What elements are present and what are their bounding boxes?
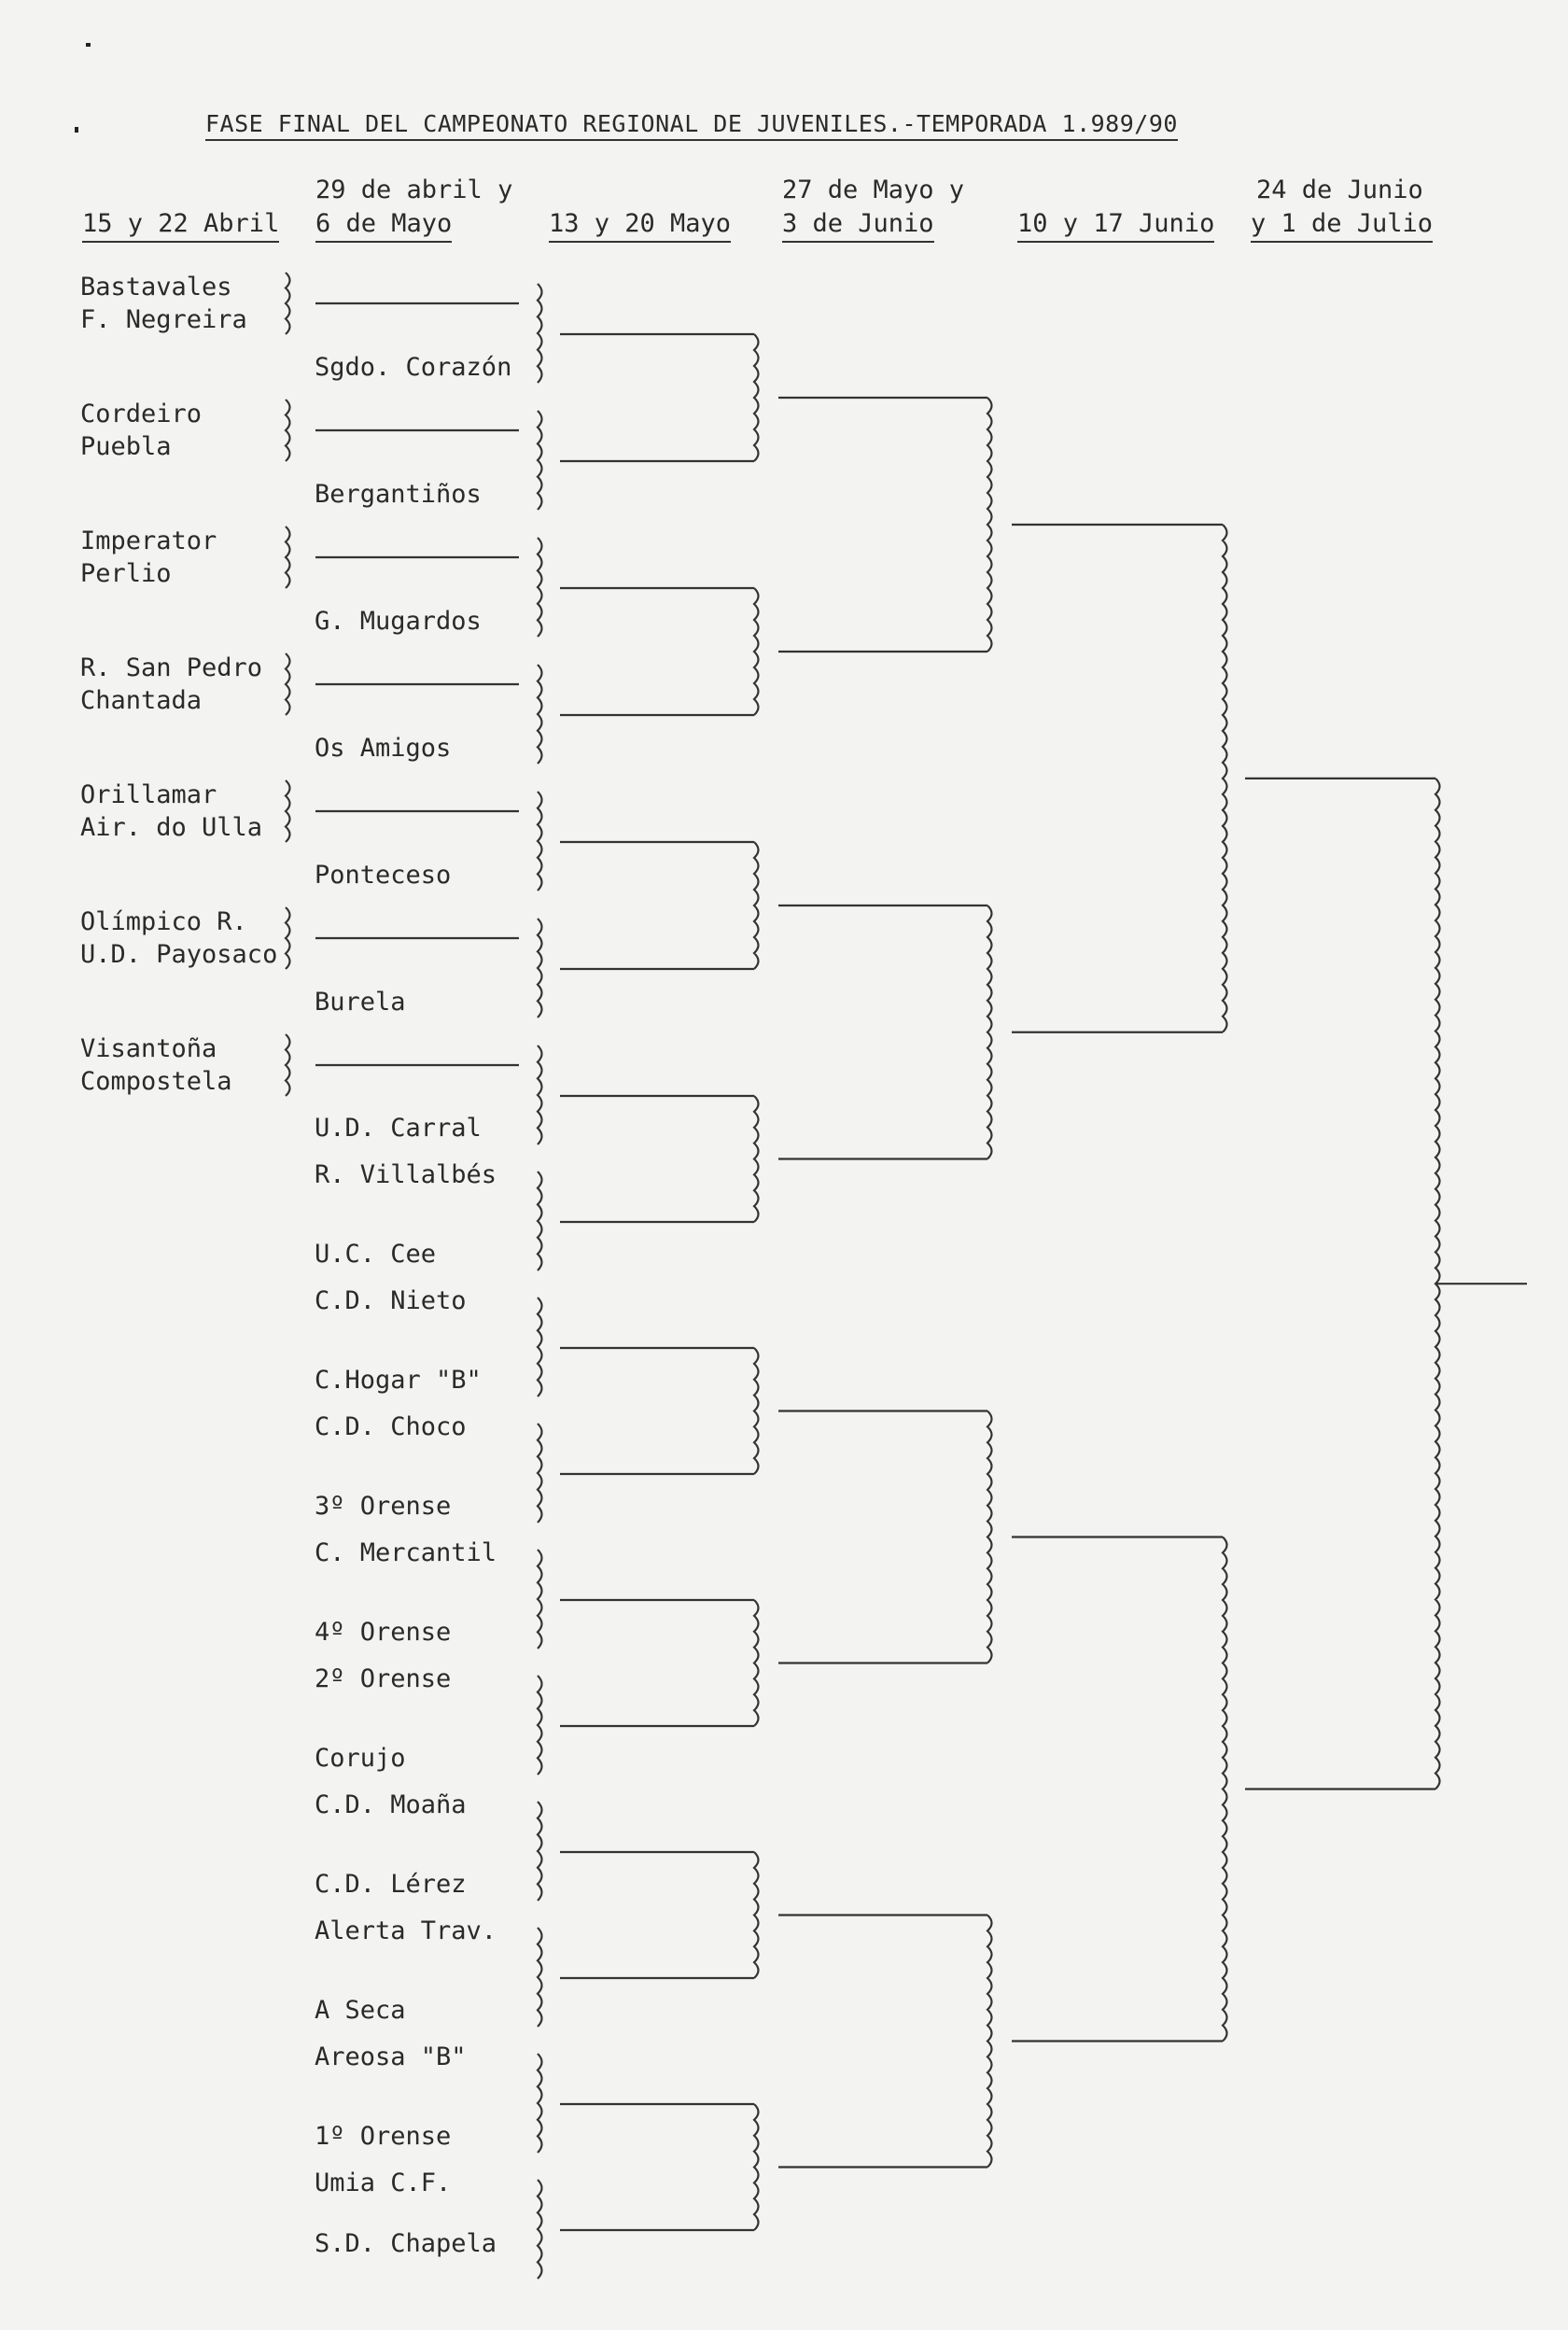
document-title: FASE FINAL DEL CAMPEONATO REGIONAL DE JUVENILES.-TEMPORADA 1.989/90	[205, 110, 1178, 141]
r2-team: C.D. Lérez	[315, 1870, 467, 1899]
round-2-date-line1: 29 de abril y	[315, 175, 513, 204]
round-1-bracket	[286, 780, 290, 842]
r2-team: Ponteceso	[315, 861, 452, 890]
r2-team: S.D. Chapela	[315, 2229, 497, 2258]
r2-team: 2º Orense	[315, 1664, 452, 1693]
r1-team: Perlio	[80, 559, 172, 588]
round-2-bracket	[538, 1298, 542, 1397]
r2-team: Os Amigos	[315, 734, 452, 763]
round-3-bracket	[754, 588, 759, 715]
round-2-bracket	[538, 1046, 542, 1144]
r2-team: G. Mugardos	[315, 607, 482, 636]
round-5-bracket	[1223, 1537, 1227, 2042]
r2-team: Corujo	[315, 1744, 406, 1773]
round-2-date-line2: 6 de Mayo	[315, 207, 452, 243]
round-2-bracket	[538, 1550, 542, 1649]
round-3-bracket	[754, 842, 759, 969]
r2-team: Bergantiños	[315, 480, 482, 509]
r1-team: Chantada	[80, 686, 203, 715]
r1-team: Orillamar	[80, 780, 217, 809]
r2-team: Sgdo. Corazón	[315, 353, 512, 382]
r2-team: C.D. Moaña	[315, 1790, 467, 1819]
round-2-bracket	[538, 665, 542, 764]
round-1-date: 15 y 22 Abril	[82, 207, 279, 243]
r2-team: Burela	[315, 988, 406, 1017]
r2-team: C. Mercantil	[315, 1538, 497, 1567]
r1-team: F. Negreira	[80, 305, 247, 334]
round-4-bracket	[987, 1916, 992, 2168]
round-1-bracket	[286, 526, 290, 588]
r2-team: C.D. Choco	[315, 1412, 467, 1441]
r2-team: Areosa "B"	[315, 2042, 467, 2071]
round-2-bracket	[538, 919, 542, 1018]
r2-team: Alerta Trav.	[315, 1916, 497, 1945]
round-2-bracket	[538, 1172, 542, 1270]
r1-team: Cordeiro	[80, 400, 203, 428]
r1-team: R. San Pedro	[80, 653, 263, 682]
round-1-bracket	[286, 907, 290, 969]
round-4-bracket	[987, 905, 992, 1159]
round-6-date-line2: y 1 de Julio	[1251, 207, 1433, 243]
round-1-bracket	[286, 273, 290, 334]
r2-team: 4º Orense	[315, 1618, 452, 1647]
round-2-bracket	[538, 2180, 542, 2279]
r2-team: Umia C.F.	[315, 2169, 452, 2197]
round-4-bracket	[987, 398, 992, 652]
round-1-bracket	[286, 400, 290, 461]
round-2-bracket	[538, 792, 542, 891]
r1-team: Olímpico R.	[80, 907, 247, 936]
round-5-date: 10 y 17 Junio	[1017, 207, 1214, 243]
round-1-bracket	[286, 1034, 290, 1096]
round-3-bracket	[754, 1348, 759, 1474]
round-3-bracket	[754, 1096, 759, 1222]
r2-team: C.D. Nieto	[315, 1286, 467, 1315]
round-3-bracket	[754, 2104, 759, 2230]
round-2-bracket	[538, 411, 542, 510]
r1-team: Compostela	[80, 1067, 232, 1096]
round-2-bracket	[538, 2054, 542, 2153]
round-2-bracket	[538, 1424, 542, 1523]
r1-team: Imperator	[80, 526, 217, 555]
r2-team: U.C. Cee	[315, 1240, 437, 1269]
r2-team: U.D. Carral	[315, 1114, 482, 1143]
r2-team: 1º Orense	[315, 2122, 452, 2151]
r1-team: U.D. Payosaco	[80, 940, 278, 969]
round-3-bracket	[754, 1852, 759, 1978]
round-4-date-line2: 3 de Junio	[782, 207, 934, 243]
round-5-bracket	[1223, 525, 1227, 1032]
round-2-bracket	[538, 1928, 542, 2027]
round-6-date-line1: 24 de Junio	[1256, 175, 1423, 204]
round-3-bracket	[754, 334, 759, 461]
r1-team: Air. do Ulla	[80, 813, 263, 842]
round-4-bracket	[987, 1411, 992, 1663]
round-2-bracket	[538, 1802, 542, 1901]
round-3-date: 13 y 20 Mayo	[549, 207, 731, 243]
round-4-date-line1: 27 de Mayo y	[782, 175, 965, 204]
round-1-bracket	[286, 653, 290, 715]
r1-team: Puebla	[80, 432, 172, 461]
round-3-bracket	[754, 1600, 759, 1726]
r2-team: R. Villalbés	[315, 1160, 497, 1189]
r2-team: C.Hogar "B"	[315, 1366, 482, 1395]
r1-team: Visantoña	[80, 1034, 217, 1063]
r2-team: 3º Orense	[315, 1492, 452, 1521]
r1-team: Bastavales	[80, 273, 232, 302]
round-2-bracket	[538, 538, 542, 637]
round-2-bracket	[538, 1676, 542, 1775]
r2-team: A Seca	[315, 1996, 406, 2025]
round-2-bracket	[538, 284, 542, 383]
